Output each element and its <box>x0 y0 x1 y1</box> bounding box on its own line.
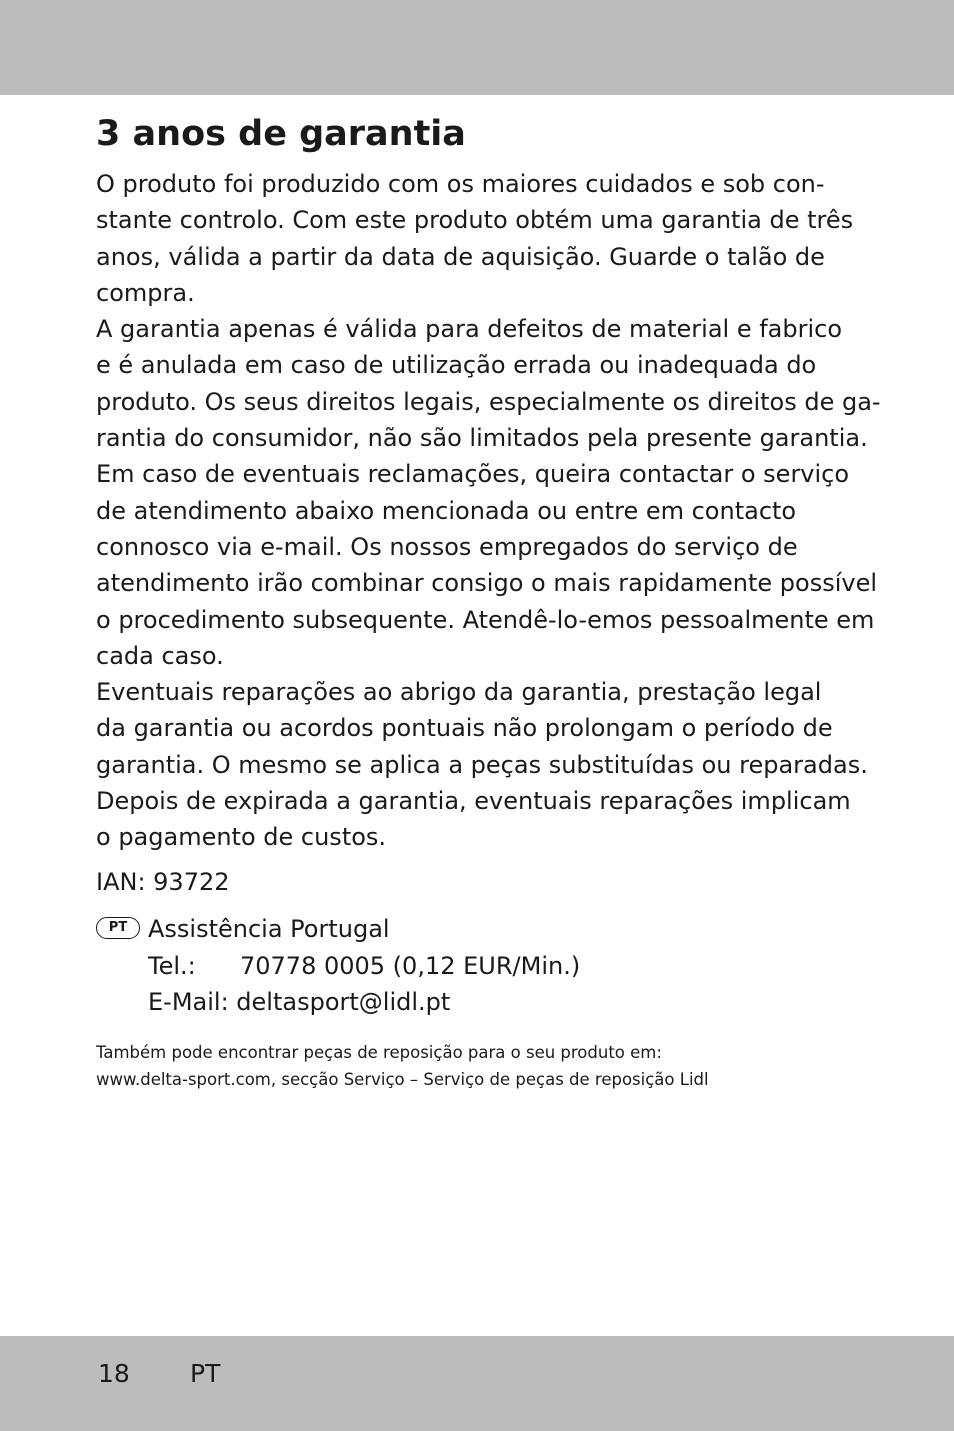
phone-label: Tel.: <box>148 951 196 980</box>
email-address: E-Mail: deltasport@lidl.pt <box>148 988 451 1016</box>
ian-number: IAN: 93722 <box>96 868 230 896</box>
text-line: Eventuais reparações ao abrigo da garantia, prestação legal <box>96 678 822 707</box>
email-row <box>96 984 896 1021</box>
service-label: Assistência Portugal <box>148 915 390 943</box>
text-line: rantia do consumidor, não são limitados pela presente garantia. <box>96 424 868 453</box>
text-line: cada caso. <box>96 641 224 670</box>
text-line: Em caso de eventuais reclamações, queira contactar o serviço <box>96 460 850 489</box>
phone-number: 70778 0005 (0,12 EUR/Min.) <box>240 951 581 980</box>
text-line: anos, válida a partir da data de aquisição. Guarde o talão de <box>96 242 825 271</box>
text-line: stante controlo. Com este produto obtém uma garantia de três <box>96 206 854 235</box>
page-title: 3 anos de garantia <box>96 114 466 154</box>
text-line: atendimento irão combinar consigo o mais rapidamente possível <box>96 569 878 598</box>
text-line: o procedimento subsequente. Atendê-lo-emos pessoalmente em <box>96 605 875 634</box>
country-badge: PT <box>96 917 140 939</box>
text-line: e é anulada em caso de utilização errada ou inadequada do <box>96 351 817 380</box>
service-row <box>96 911 896 948</box>
text-line: o pagamento de custos. <box>96 823 387 852</box>
text-line: connosco via e-mail. Os nossos empregados do serviço de <box>96 532 798 561</box>
text-line: da garantia ou acordos pontuais não prolongam o período de <box>96 714 833 743</box>
warranty-text <box>96 166 886 856</box>
language-code: PT <box>190 1359 221 1388</box>
phone-row <box>96 948 896 985</box>
note-line: Também pode encontrar peças de reposição para o seu produto em: <box>96 1043 662 1062</box>
text-line: produto. Os seus direitos legais, especialmente os direitos de ga- <box>96 387 881 416</box>
text-line: A garantia apenas é válida para defeitos de material e fabrico <box>96 315 843 344</box>
text-line: Depois de expirada a garantia, eventuais reparações implicam <box>96 787 851 816</box>
text-line: compra. <box>96 278 195 307</box>
page-number: 18 <box>98 1359 130 1388</box>
spare-parts-note <box>96 1039 709 1093</box>
footer-band <box>0 1336 954 1431</box>
text-line: garantia. O mesmo se aplica a peças substituídas ou reparadas. <box>96 750 868 779</box>
text-line: O produto foi produzido com os maiores cuidados e sob con- <box>96 170 825 198</box>
service-contact <box>96 911 896 1021</box>
note-line: www.delta-sport.com, secção Serviço – Serviço de peças de reposição Lidl <box>96 1070 709 1089</box>
text-line: de atendimento abaixo mencionada ou entre em contacto <box>96 496 797 525</box>
header-band <box>0 0 954 95</box>
